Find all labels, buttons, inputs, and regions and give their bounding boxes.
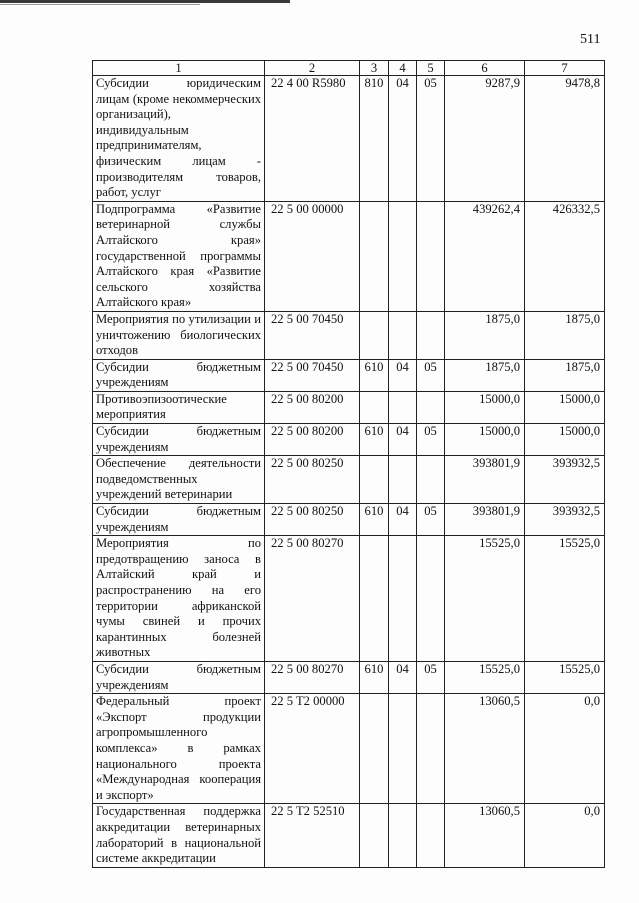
row-value-7: 393932,5: [525, 456, 605, 504]
row-value-7: 393932,5: [525, 504, 605, 536]
row-value-7: 0,0: [525, 694, 605, 804]
row-col5: [417, 311, 445, 359]
row-col4: 04: [389, 76, 417, 202]
row-value-6: 1875,0: [445, 359, 525, 391]
row-col3: [360, 536, 389, 662]
row-value-6: 13060,5: [445, 694, 525, 804]
table-row: [93, 359, 605, 391]
row-col4: 04: [389, 424, 417, 456]
row-description: Федеральный проект «Экспорт продукции агропромышленного комплекса» в рамках национального проекта «Международная кооперация и экспорт»: [93, 694, 265, 804]
row-value-7: 0,0: [525, 804, 605, 867]
row-col5: 05: [417, 504, 445, 536]
row-value-6: 15000,0: [445, 424, 525, 456]
row-col5: 05: [417, 359, 445, 391]
row-col3: 810: [360, 76, 389, 202]
row-value-6: 13060,5: [445, 804, 525, 867]
row-col3: 610: [360, 359, 389, 391]
row-value-7: 15000,0: [525, 424, 605, 456]
row-value-6: 15000,0: [445, 391, 525, 423]
row-code: 22 5 00 70450: [265, 359, 360, 391]
row-value-7: 1875,0: [525, 359, 605, 391]
row-value-6: 9287,9: [445, 76, 525, 202]
row-col5: [417, 536, 445, 662]
row-col4: [389, 804, 417, 867]
row-code: 22 4 00 R5980: [265, 76, 360, 202]
row-col4: [389, 536, 417, 662]
scan-edge-mark: [0, 0, 290, 3]
row-description: Мероприятия по утилизации и уничтожению биологических отходов: [93, 311, 265, 359]
row-col3: 610: [360, 661, 389, 693]
row-description: Государственная поддержка аккредитации ветеринарных лабораторий в национальной системе аккредитации: [93, 804, 265, 867]
table-row: [93, 694, 605, 804]
table-row: [93, 424, 605, 456]
column-header: 5: [417, 61, 445, 76]
row-code: 22 5 00 00000: [265, 201, 360, 311]
row-col5: 05: [417, 661, 445, 693]
row-col5: [417, 201, 445, 311]
row-value-6: 393801,9: [445, 456, 525, 504]
row-value-6: 439262,4: [445, 201, 525, 311]
row-col3: [360, 391, 389, 423]
row-value-7: 9478,8: [525, 76, 605, 202]
table-row: [93, 76, 605, 202]
row-col4: 04: [389, 504, 417, 536]
row-code: 22 5 00 80250: [265, 504, 360, 536]
row-description: Подпрограмма «Развитие ветеринарной службы Алтайского края» государственной программы Алтайского края «Развитие сельского хозяйства Алтайского края»: [93, 201, 265, 311]
row-col4: [389, 694, 417, 804]
row-col4: [389, 391, 417, 423]
budget-table: [92, 60, 605, 868]
header-row: [93, 61, 605, 76]
row-col4: 04: [389, 359, 417, 391]
row-value-7: 1875,0: [525, 311, 605, 359]
row-col3: 610: [360, 504, 389, 536]
row-col5: [417, 694, 445, 804]
table-row: [93, 456, 605, 504]
row-description: Противоэпизоотические мероприятия: [93, 391, 265, 423]
row-code: 22 5 00 80270: [265, 661, 360, 693]
row-col3: 610: [360, 424, 389, 456]
table-row: [93, 536, 605, 662]
row-value-6: 15525,0: [445, 536, 525, 662]
row-col4: [389, 201, 417, 311]
row-col4: [389, 311, 417, 359]
row-description: Субсидии юридическим лицам (кроме некоммерческих организаций), индивидуальным предпринимателям, физическим лицам - производителям товаров, работ, услуг: [93, 76, 265, 202]
row-description: Субсидии бюджетным учреждениям: [93, 359, 265, 391]
scan-edge-mark-thin: [0, 4, 200, 5]
column-header: 4: [389, 61, 417, 76]
table-row: [93, 804, 605, 867]
row-value-6: 15525,0: [445, 661, 525, 693]
table-row: [93, 504, 605, 536]
row-col3: [360, 694, 389, 804]
column-header: 3: [360, 61, 389, 76]
row-col3: [360, 804, 389, 867]
row-col3: [360, 311, 389, 359]
row-value-7: 15525,0: [525, 536, 605, 662]
page-number: 511: [580, 32, 601, 47]
row-col5: [417, 391, 445, 423]
row-description: Обеспечение деятельности подведомственных учреждений ветеринарии: [93, 456, 265, 504]
table-row: [93, 201, 605, 311]
row-description: Субсидии бюджетным учреждениям: [93, 661, 265, 693]
table-row: [93, 661, 605, 693]
column-header: 6: [445, 61, 525, 76]
row-value-7: 15525,0: [525, 661, 605, 693]
row-col5: 05: [417, 76, 445, 202]
row-code: 22 5 00 80200: [265, 391, 360, 423]
row-description: Субсидии бюджетным учреждениям: [93, 504, 265, 536]
row-value-6: 393801,9: [445, 504, 525, 536]
column-header: 7: [525, 61, 605, 76]
row-description: Субсидии бюджетным учреждениям: [93, 424, 265, 456]
row-col4: 04: [389, 661, 417, 693]
row-description: Мероприятия по предотвращению заноса в Алтайский край и распространению на его территории африканской чумы свиней и прочих карантинных болезней животных: [93, 536, 265, 662]
column-header: 2: [265, 61, 360, 76]
row-code: 22 5 00 80270: [265, 536, 360, 662]
row-code: 22 5 T2 52510: [265, 804, 360, 867]
row-col5: [417, 456, 445, 504]
row-col5: 05: [417, 424, 445, 456]
row-code: 22 5 00 80200: [265, 424, 360, 456]
table-row: [93, 311, 605, 359]
row-value-6: 1875,0: [445, 311, 525, 359]
row-value-7: 426332,5: [525, 201, 605, 311]
row-col3: [360, 201, 389, 311]
row-code: 22 5 00 70450: [265, 311, 360, 359]
column-header: 1: [93, 61, 265, 76]
row-code: 22 5 T2 00000: [265, 694, 360, 804]
row-col5: [417, 804, 445, 867]
row-col3: [360, 456, 389, 504]
row-col4: [389, 456, 417, 504]
row-value-7: 15000,0: [525, 391, 605, 423]
row-code: 22 5 00 80250: [265, 456, 360, 504]
table-row: [93, 391, 605, 423]
